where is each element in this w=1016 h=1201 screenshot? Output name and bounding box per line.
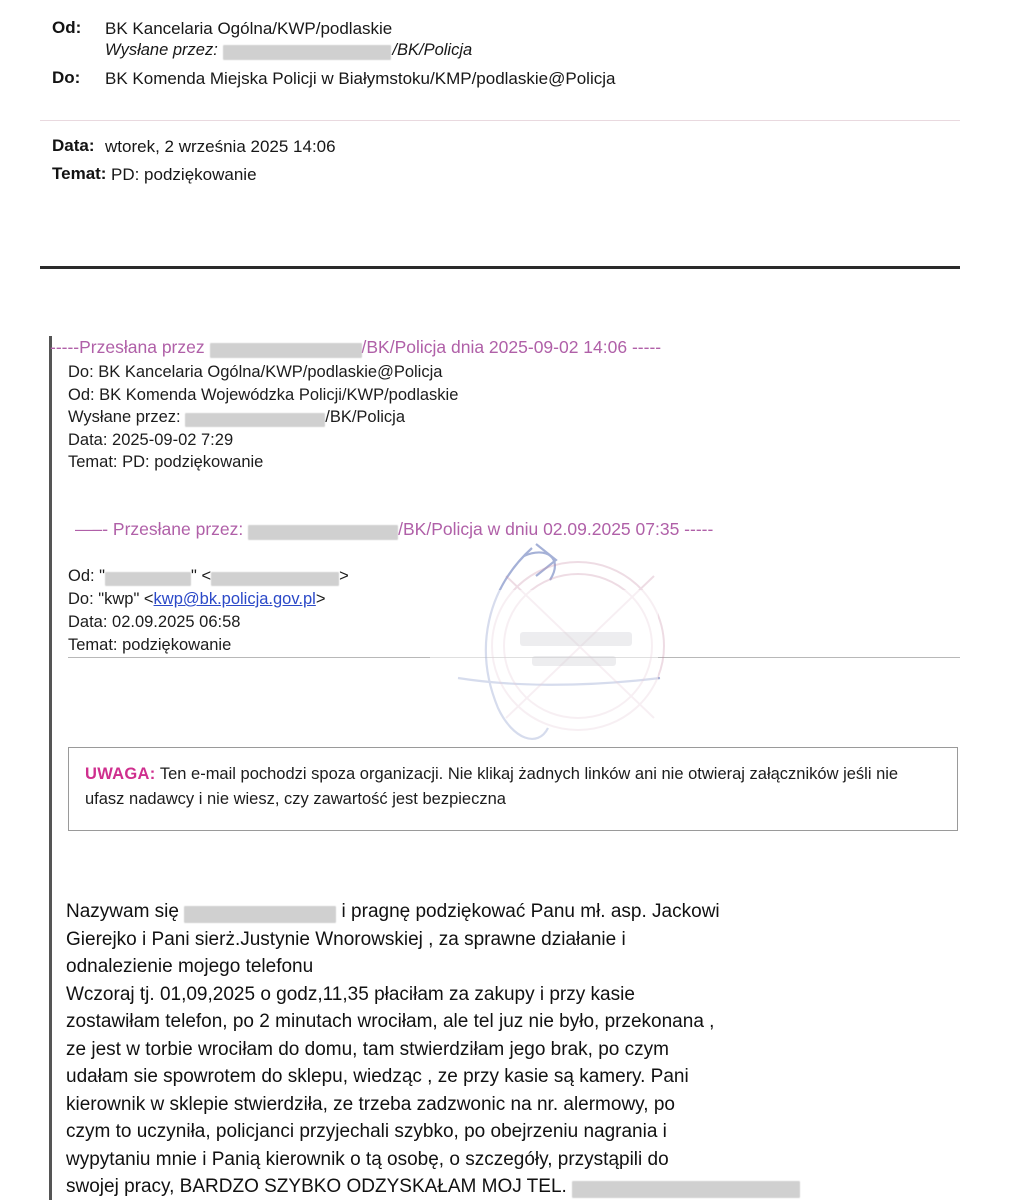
to-value: BK Komenda Miejska Policji w Białymstoku/KMP/podlaskie@Policja xyxy=(105,69,616,89)
forward1-sentby-label: Wysłane przez: xyxy=(68,408,181,426)
redacted-forwarder-name-1 xyxy=(210,343,362,358)
letter-line-10: wypytaniu mnie i Panią kierownik o tą osobę, o szczegóły, przystąpili do xyxy=(66,1148,669,1170)
email-header-meta xyxy=(0,136,1016,193)
forward2-prefix: —–- Przesłane przez: xyxy=(75,519,244,539)
letter-line-6: ze jest w torbie wrociłam do domu, tam stwierdziłam jego brak, po czym xyxy=(66,1038,669,1060)
forward2-from-mid: " < xyxy=(191,567,212,585)
redacted-sender-name-2 xyxy=(185,413,325,427)
redacted-author-name xyxy=(184,906,336,923)
forward1-suffix: /BK/Policja dnia 2025-09-02 14:06 ----- xyxy=(361,337,662,357)
forward1-date: Data: 2025-09-02 7:29 xyxy=(68,430,234,449)
header-row-date xyxy=(0,136,1016,158)
forward1-sentby xyxy=(68,406,458,429)
redacted-external-email xyxy=(211,572,339,586)
date-value: wtorek, 2 września 2025 14:06 xyxy=(105,137,336,156)
forward2-to xyxy=(68,588,349,611)
from-label: Od: xyxy=(52,18,82,37)
to-label: Do: xyxy=(52,68,81,88)
forward1-sentby-suffix: /BK/Policja xyxy=(325,408,406,426)
from-value-group xyxy=(105,18,472,62)
letter-line-3: odnalezienie mojego telefonu xyxy=(66,956,314,977)
letter-line-1b: i pragnę podziękować Panu mł. asp. Jackowi xyxy=(341,901,720,922)
forward2-suffix: /BK/Policja w dniu 02.09.2025 07:35 ----- xyxy=(398,519,714,539)
subject-value: PD: podziękowanie xyxy=(111,165,257,185)
date-label: Data: xyxy=(52,136,95,155)
forward2-from-label: Od: " xyxy=(68,567,106,585)
letter-line-1a: Nazywam się xyxy=(66,901,179,922)
forward-header-2 xyxy=(75,519,713,540)
forward2-subject: Temat: podziękowanie xyxy=(68,636,232,654)
letter-line-1 xyxy=(66,898,956,926)
forward1-to: Do: BK Kancelaria Ogólna/KWP/podlaskie@Policja xyxy=(68,363,443,381)
redacted-trailing-text xyxy=(572,1181,800,1198)
warning-label: UWAGA: xyxy=(85,765,156,783)
external-email-warning xyxy=(68,747,958,831)
letter-line-5: zostawiłam telefon, po 2 minutach wrociłam, ale tel juz nie było, przekonana , xyxy=(66,1011,715,1032)
sent-by-line xyxy=(105,40,472,62)
forward2-from xyxy=(68,565,349,588)
header-divider-light xyxy=(40,120,960,121)
letter-line-7: udałam sie spowrotem do sklepu, wiedząc , ze przy kasie są kamery. Pani xyxy=(66,1066,689,1087)
header-divider-dark xyxy=(40,266,960,269)
forward1-prefix: -----Przesłana przez xyxy=(50,337,205,357)
letter-line-9: czym to uczyniła, policjanci przyjechali szybko, po obejrzeniu nagrania i xyxy=(66,1121,667,1142)
forward1-subject: Temat: PD: podziękowanie xyxy=(68,453,264,471)
scan-highlight-overlay xyxy=(430,590,658,750)
letter-line-4: Wczoraj tj. 01,09,2025 o godz,11,35 płaciłam za zakupy i przy kasie xyxy=(66,983,635,1005)
from-value: BK Kancelaria Ogólna/KWP/podlaskie xyxy=(105,19,393,38)
forward2-to-suffix: > xyxy=(315,590,326,608)
header-row-to xyxy=(0,68,1016,90)
header-row-subject xyxy=(0,164,1016,186)
forward-block-1 xyxy=(68,361,458,474)
email-header xyxy=(0,18,1016,93)
sent-by-suffix: /BK/Policja xyxy=(392,41,473,60)
forward1-from: Od: BK Komenda Wojewódzka Policji/KWP/podlaskie xyxy=(68,385,459,404)
warning-text: Ten e-mail pochodzi spoza organizacji. Nie klikaj żadnych linków ani nie otwieraj załączników jeśli nie ufasz nadawcy i nie wiesz, czy zawartość jest bezpieczna xyxy=(85,765,899,808)
forward2-from-end: > xyxy=(339,567,349,585)
letter-line-2: Gierejko i Pani sierż.Justynie Wnorowskiej , za sprawne działanie i xyxy=(66,928,626,950)
kwp-email-link[interactable]: kwp@bk.policja.gov.pl xyxy=(153,590,316,608)
letter-body xyxy=(66,898,956,1201)
redacted-forwarder-name-2 xyxy=(248,525,398,540)
forward-block-2 xyxy=(68,565,349,657)
forward2-date: Data: 02.09.2025 06:58 xyxy=(68,613,241,631)
forward2-to-prefix: Do: "kwp" < xyxy=(68,590,154,608)
letter-line-11 xyxy=(66,1173,956,1201)
sent-by-label: Wysłane przez: xyxy=(105,41,218,60)
subject-label: Temat: xyxy=(52,164,107,184)
forward-header-1 xyxy=(50,337,950,358)
quote-bar xyxy=(49,336,52,1200)
redacted-external-name xyxy=(105,572,191,586)
redacted-sender-name xyxy=(223,45,391,60)
header-row-from xyxy=(0,18,1016,62)
letter-line-11a: swojej pracy, BARDZO SZYBKO ODZYSKAŁAM MOJ TEL. xyxy=(66,1176,567,1197)
letter-line-8: kierownik w sklepie stwierdziła, ze trzeba zadzwonic na nr. alermowy, po xyxy=(66,1093,675,1115)
